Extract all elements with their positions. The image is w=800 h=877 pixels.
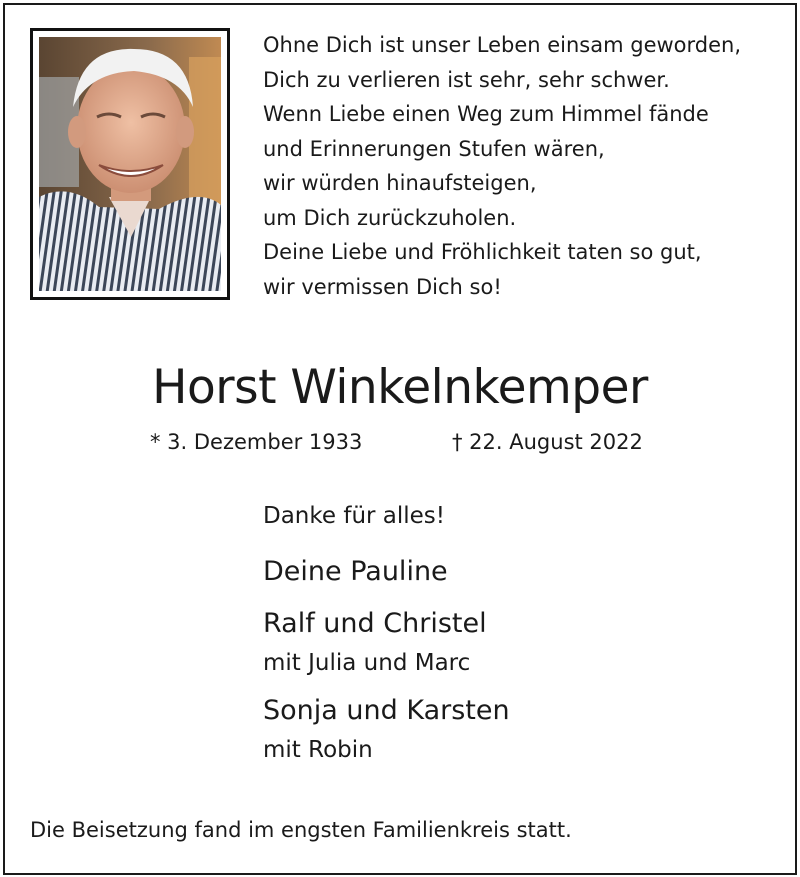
poem xyxy=(263,28,741,304)
birth-date: * 3. Dezember 1933 xyxy=(150,430,363,454)
poem-line: und Erinnerungen Stufen wären, xyxy=(263,136,605,161)
mourner-family-1-children: mit Julia und Marc xyxy=(263,650,471,676)
poem-line: um Dich zurückzuholen. xyxy=(263,205,517,230)
mourner-wife: Deine Pauline xyxy=(263,556,448,587)
deceased-name: Horst Winkelnkemper xyxy=(152,360,648,415)
poem-line: Deine Liebe und Fröhlichkeit taten so gut, xyxy=(263,240,702,264)
poem-line: Wenn Liebe einen Weg zum Himmel fände xyxy=(263,102,709,126)
poem-line: wir würden hinaufsteigen, xyxy=(263,171,537,195)
portrait-frame xyxy=(30,28,230,300)
mourner-family-1: Ralf und Christel xyxy=(263,608,487,639)
poem-line: wir vermissen Dich so! xyxy=(263,274,502,299)
portrait-photo xyxy=(39,37,221,291)
thanks-text: Danke für alles! xyxy=(263,503,446,529)
poem-line: Dich zu verlieren ist sehr, sehr schwer. xyxy=(263,67,670,92)
burial-note: Die Beisetzung fand im engsten Familienkreis statt. xyxy=(30,818,572,842)
mourner-family-2: Sonja und Karsten xyxy=(263,695,510,726)
mourner-family-2-children: mit Robin xyxy=(263,737,373,763)
death-date: † 22. August 2022 xyxy=(452,430,643,454)
poem-line: Ohne Dich ist unser Leben einsam geworden, xyxy=(263,33,742,57)
